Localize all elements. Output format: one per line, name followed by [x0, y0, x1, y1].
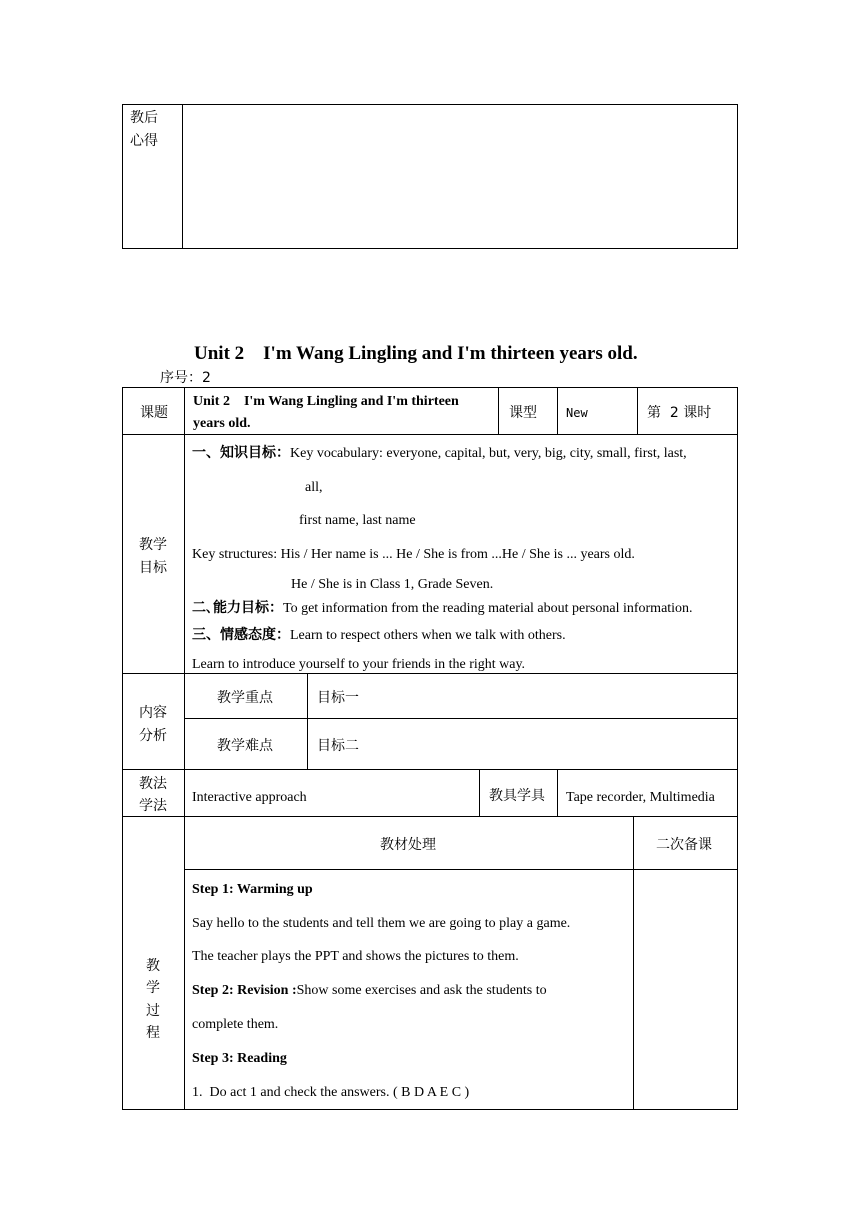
lesson-type-value: New [566, 406, 588, 420]
topic-title-line1: Unit 2 I'm Wang Lingling and I'm thirteen [193, 394, 459, 409]
method-label-1: 教法 [139, 776, 167, 792]
process-label-1: 教 [146, 958, 160, 974]
material-header: 教材处理 [380, 837, 436, 853]
step1-heading: Step 1: Warming up [192, 882, 313, 897]
row-line-process-header [184, 869, 738, 870]
difficult-point-value: 目标二 [317, 738, 359, 754]
step1-line-1: Say hello to the students and tell them we are going to play a game. [192, 916, 571, 931]
header-divider-3 [637, 387, 638, 434]
process-label-3: 过 [146, 1003, 160, 1019]
process-label-2: 学 [146, 980, 160, 996]
step2-continuation: complete them. [192, 1017, 279, 1032]
content-divider [307, 673, 308, 769]
row-line-content [122, 769, 738, 770]
ability-heading: 二､能力目标： [192, 600, 283, 616]
serial-number: 序号：2 [160, 370, 211, 386]
reflection-divider [182, 104, 183, 249]
reflection-label-1: 教后 [130, 110, 158, 126]
row-line-method [122, 816, 738, 817]
header-divider-1 [498, 387, 499, 434]
structures-line-1: Key structures: His / Her name is ... He / She is from ...He / She is ... years old. [192, 547, 635, 562]
ability-text: To get information from the reading material about personal information. [283, 601, 693, 616]
tools-value: Tape recorder, Multimedia [566, 790, 715, 805]
step2-heading: Step 2: Revision : [192, 983, 297, 998]
step3-heading: Step 3: Reading [192, 1051, 287, 1066]
process-divider [633, 816, 634, 1110]
knowledge-continuation-2: first name, last name [299, 513, 416, 528]
emotion-line-2: Learn to introduce yourself to your friends in the right way. [192, 657, 526, 672]
content-label-1: 内容 [139, 705, 167, 721]
topic-label: 课题 [140, 405, 168, 421]
key-point-value: 目标一 [317, 690, 359, 706]
emotion-text: Learn to respect others when we talk with others. [290, 628, 566, 643]
objectives-label-1: 教学 [139, 537, 167, 553]
row-line-topic [122, 434, 738, 435]
step2-line [192, 982, 547, 1000]
tools-label: 教具学具 [489, 788, 545, 804]
knowledge-objective [192, 444, 687, 463]
step3-line-1: 1. Do act 1 and check the answers. ( B D A E C ) [192, 1085, 470, 1100]
reflection-table [122, 104, 738, 249]
key-point-label: 教学重点 [217, 690, 273, 706]
method-value: Interactive approach [192, 790, 307, 805]
knowledge-text: Key vocabulary: everyone, capital, but, very, big, city, small, first, last, [290, 446, 687, 461]
lesson-table [122, 387, 738, 1110]
period-label: 第 2 课时 [647, 405, 712, 421]
content-label-2: 分析 [139, 728, 167, 744]
row-line-key [184, 718, 738, 719]
difficult-point-label: 教学难点 [217, 738, 273, 754]
emotion-objective [192, 626, 566, 645]
lesson-type-label: 课型 [509, 405, 537, 421]
reflection-label-2: 心得 [130, 133, 158, 149]
ability-objective [192, 599, 693, 618]
method-label-2: 学法 [139, 798, 167, 814]
knowledge-heading: 一、知识目标： [192, 445, 290, 461]
process-label-4: 程 [146, 1025, 160, 1041]
method-divider-1 [479, 769, 480, 816]
structures-line-2: He / She is in Class 1, Grade Seven. [291, 577, 494, 592]
label-column-divider [184, 387, 185, 1110]
step2-text: Show some exercises and ask the students to [296, 983, 547, 998]
topic-title-line2: years old. [193, 416, 251, 431]
header-divider-2 [557, 387, 558, 434]
second-prep-header: 二次备课 [656, 837, 712, 853]
emotion-heading: 三、情感态度： [192, 627, 290, 643]
knowledge-continuation-1: all, [305, 480, 323, 495]
objectives-label-2: 目标 [139, 560, 167, 576]
unit-title: Unit 2 I'm Wang Lingling and I'm thirteen years old. [194, 343, 638, 364]
step1-line-2: The teacher plays the PPT and shows the pictures to them. [192, 949, 519, 964]
method-divider-2 [557, 769, 558, 816]
